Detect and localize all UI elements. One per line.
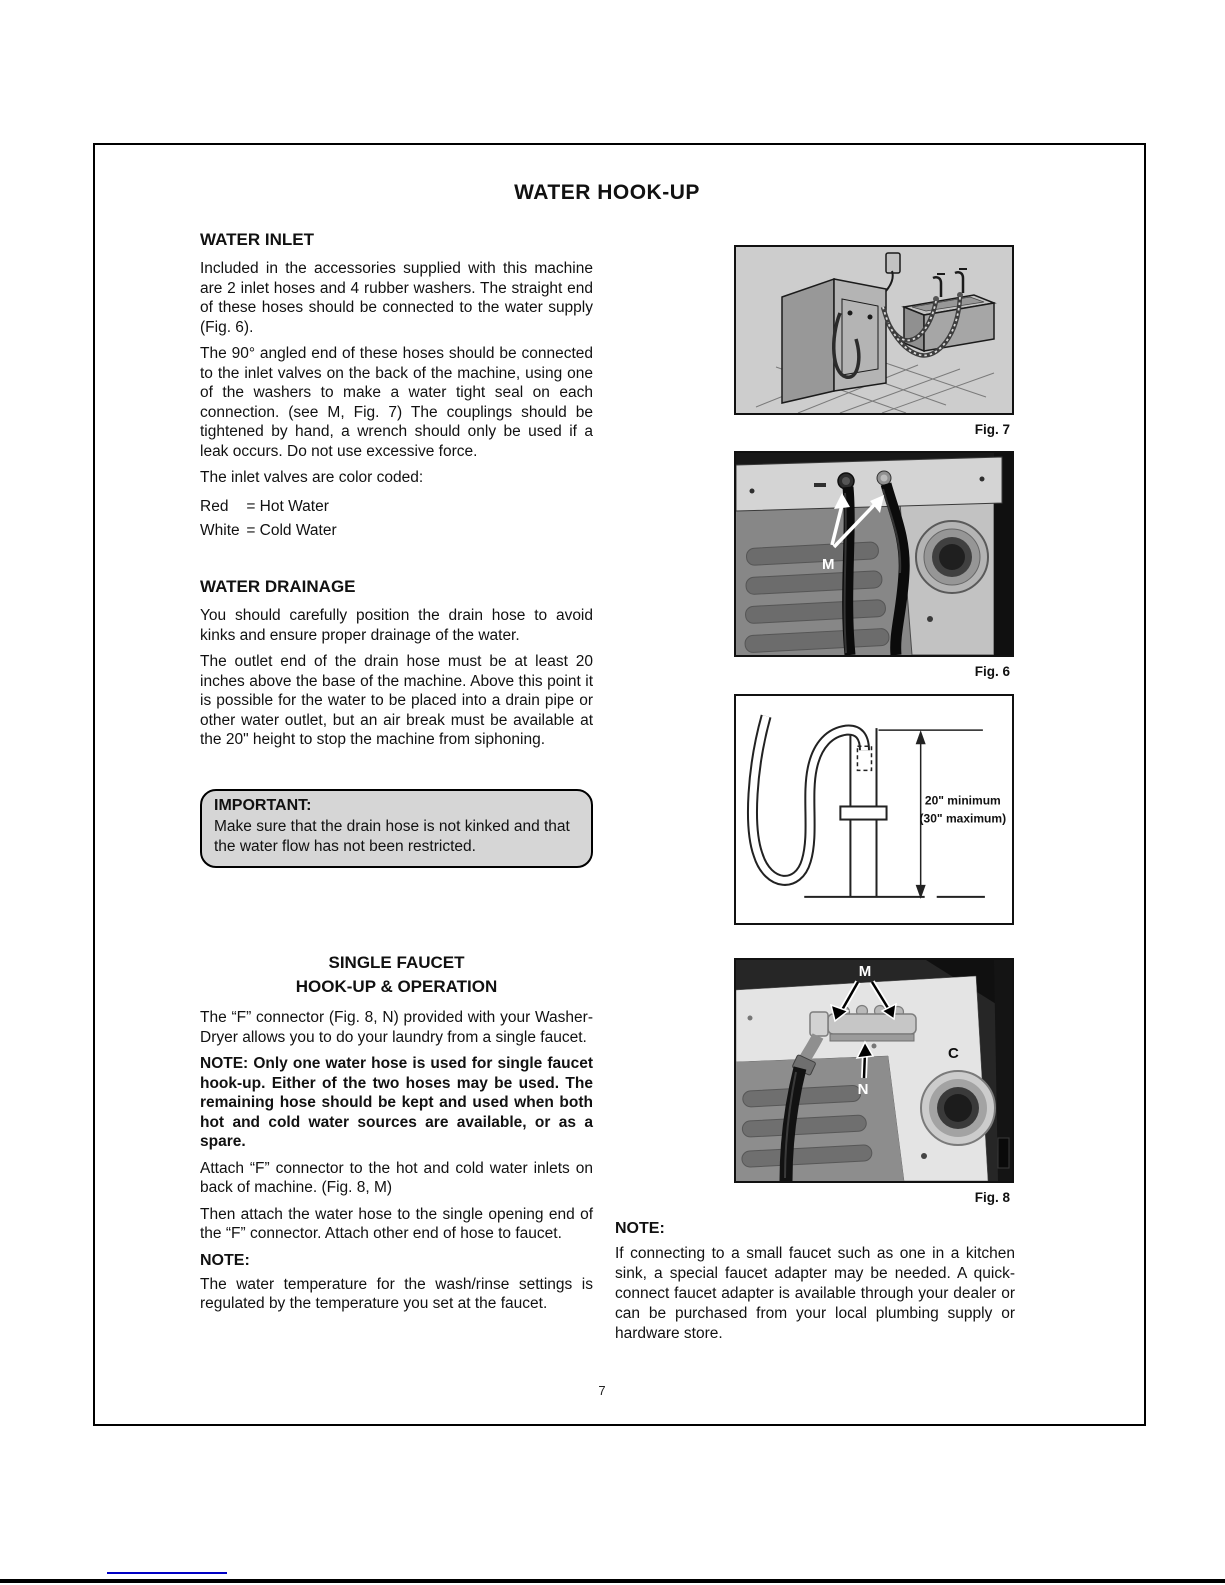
f-connector-photo <box>736 960 1012 1181</box>
figure-7-illustration <box>734 245 1014 415</box>
color-code-value: = Hot Water <box>246 497 329 515</box>
marker-m-label: M <box>822 556 835 573</box>
drain-hose-drawing <box>736 696 1012 923</box>
screw <box>872 1044 877 1049</box>
machine-back-photo <box>736 453 1012 655</box>
note-heading: NOTE: <box>615 1220 665 1237</box>
water-inlet-paragraph-2: The 90° angled end of these hoses should be connected to the inlet valves on the back of the machine, using one of the washers to make a water tight seal on each connection. (see M, Fig. 7) The couplings should be tightened by hand, a wrench should only be used if a leak occurs. Do not use excessive force. <box>200 345 593 460</box>
figure-6-label: Fig. 6 <box>974 664 1010 679</box>
single-faucet-paragraph-2: Attach “F” connector to the hot and cold water inlets on back of machine. (Fig. 8, M) <box>200 1159 593 1196</box>
single-faucet-bold-note: NOTE: Only one water hose is used for single faucet hook-up. Either of the two hoses may be used. The remaining hose should be kept and used when both hot and cold water sources are available, or as a spare. <box>200 1055 593 1150</box>
drain-standpipe-diagram <box>734 694 1014 925</box>
note-text: If connecting to a small faucet such as one in a kitchen sink, a special faucet adapter may be needed. A quick-connect faucet adapter is available through your dealer or can be purchased from your local plumbing supply or hardware store. <box>615 1245 1015 1342</box>
figure-8-label: Fig. 8 <box>974 1190 1010 1205</box>
figure-8-photo <box>734 958 1014 1183</box>
kitchen-faucet-note <box>615 1220 1015 1344</box>
single-faucet-note-heading: NOTE: <box>200 1251 250 1269</box>
figure-7-label: Fig. 7 <box>974 422 1010 437</box>
marker-n-label: N <box>857 1081 869 1098</box>
color-code-row <box>200 495 593 519</box>
panel-ridges <box>738 1085 872 1168</box>
important-text: Make sure that the drain hose is not kinked and that the water flow has not been restricted. <box>214 818 570 855</box>
washer-sink-hookup-drawing <box>736 247 1012 413</box>
footer-black-rule <box>0 1579 1225 1583</box>
water-drainage-paragraph-2: The outlet end of the drain hose must be at least 20 inches above the base of the machine. Above this point it is possible for the water to be placed into a drain pipe or other water outlet, but an air break must be available at the 20" height to stop the machine from siphoning. <box>200 653 593 748</box>
marker-c-label: C <box>948 1045 959 1062</box>
water-inlet-paragraph-1: Included in the accessories supplied with this machine are 2 inlet hoses and 4 rubber washers. The straight end of these hoses should be connected to the water supply (Fig. 6). <box>200 260 593 336</box>
section-water-inlet <box>200 230 593 543</box>
single-faucet-heading-line2: HOOK-UP & OPERATION <box>295 977 498 996</box>
water-inlet-paragraph-3: The inlet valves are color coded: <box>200 469 424 486</box>
single-faucet-heading <box>200 951 593 999</box>
washing-machine-back <box>782 279 886 403</box>
hinge-bracket <box>998 1138 1009 1168</box>
section-water-drainage <box>200 577 593 757</box>
single-faucet-paragraph-1: The “F” connector (Fig. 8, N) provided with your Washer-Dryer allows you to do your laundry from a single faucet. <box>200 1009 593 1046</box>
color-code-value: = Cold Water <box>246 521 337 539</box>
water-drainage-heading: WATER DRAINAGE <box>200 577 356 596</box>
screw <box>748 1016 753 1021</box>
water-inlet-heading: WATER INLET <box>200 230 314 249</box>
dimension-text-line1: 20" minimum <box>924 793 1001 808</box>
footer-blue-line <box>107 1572 227 1574</box>
important-callout-box <box>200 789 593 868</box>
wall-outlet <box>886 253 900 273</box>
page-title: WATER HOOK-UP <box>514 181 700 204</box>
important-heading: IMPORTANT: <box>214 797 312 814</box>
marker-m-label: M <box>858 963 872 980</box>
single-faucet-paragraph-3: Then attach the water hose to the single opening end of the “F” connector. Attach other end of hose to faucet. <box>200 1205 593 1242</box>
water-drainage-paragraph-1: You should carefully position the drain hose to avoid kinks and ensure proper drainage of the water. <box>200 607 593 644</box>
single-faucet-note-text: The water temperature for the wash/rinse settings is regulated by the temperature you set at the faucet. <box>200 1275 593 1312</box>
single-faucet-heading-line1: SINGLE FAUCET <box>328 953 465 972</box>
color-code-row <box>200 519 593 543</box>
dimension-text-line2: (30" maximum) <box>919 811 1007 826</box>
top-panel <box>736 457 1002 511</box>
color-code-label: Red <box>200 497 229 515</box>
hose-clamp <box>840 806 886 819</box>
section-single-faucet <box>200 951 593 1321</box>
page-number: 7 <box>598 1383 606 1398</box>
figure-6-photo <box>734 451 1014 657</box>
color-code-label: White <box>200 521 240 539</box>
page-border-frame <box>93 143 1146 1426</box>
